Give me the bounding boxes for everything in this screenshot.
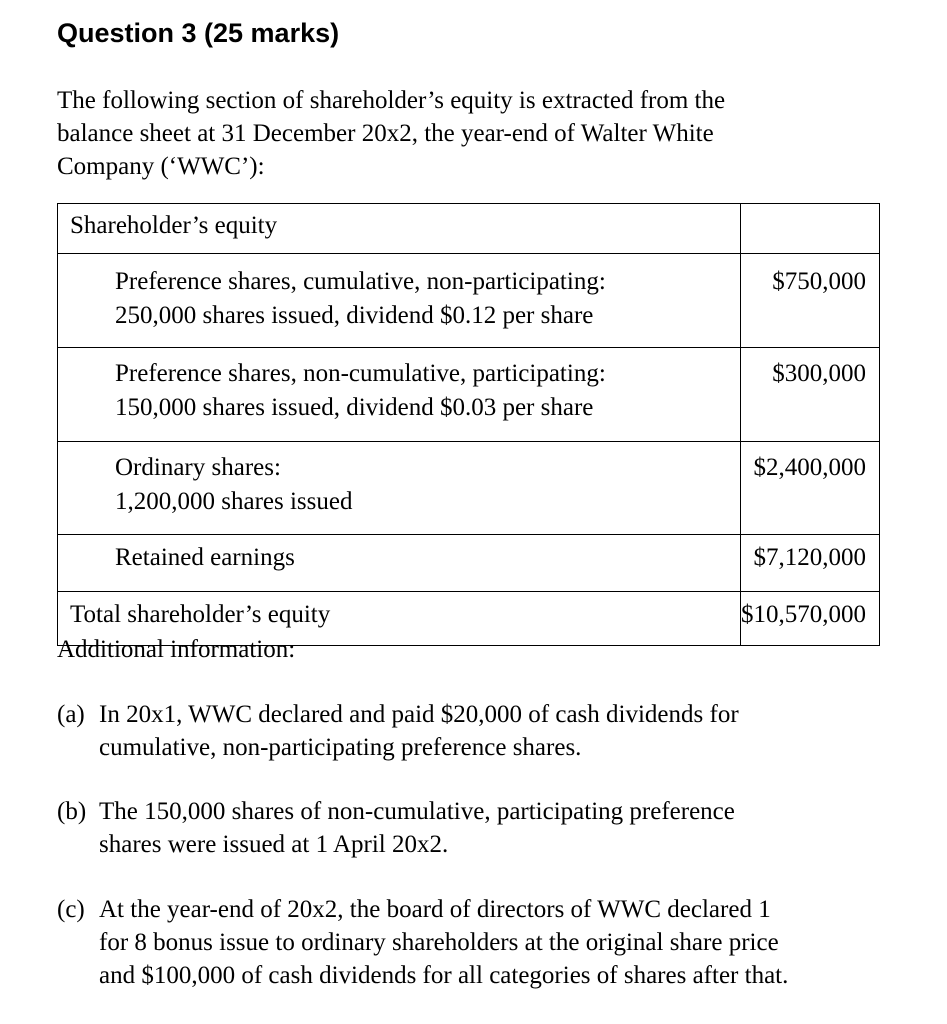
intro-line: Company (‘WWC’): (57, 153, 265, 180)
row-amount-value: $750,000 (772, 268, 866, 295)
table-header-label: Shareholder’s equity (58, 204, 741, 254)
table-row (58, 442, 880, 535)
table-row (58, 348, 880, 442)
note-line: cumulative, non-participating preference shares. (99, 734, 582, 761)
total-label-text: Total shareholder’s equity (70, 601, 331, 628)
additional-info-title: Additional information: (57, 636, 296, 663)
note-marker: (b) (57, 798, 87, 825)
row-line: Retained earnings (115, 544, 295, 571)
note-c (57, 893, 897, 992)
note-line: shares were issued at 1 April 20x2. (99, 831, 449, 858)
note-line: In 20x1, WWC declared and paid $20,000 of cash dividends for (99, 701, 739, 728)
note-b (57, 795, 897, 861)
note-text (99, 893, 897, 992)
row-line: Ordinary shares: (115, 454, 281, 481)
note-marker: (c) (57, 896, 85, 923)
table-row (58, 535, 880, 592)
row-amount (741, 348, 880, 442)
table-header-amount-cell (741, 204, 880, 254)
note-text (99, 795, 897, 861)
equity-table (57, 203, 880, 646)
intro-paragraph (57, 84, 857, 183)
question-heading: Question 3 (25 marks) (57, 18, 340, 48)
total-amount-value: $10,570,000 (741, 601, 866, 628)
row-line: Preference shares, cumulative, non-participating: (115, 268, 606, 295)
note-line: At the year-end of 20x2, the board of directors of WWC declared 1 (99, 896, 771, 923)
row-description (58, 254, 741, 348)
table-row (58, 254, 880, 348)
row-line: 150,000 shares issued, dividend $0.03 per share (115, 394, 594, 421)
table-header-row (58, 204, 880, 254)
row-description (58, 348, 741, 442)
row-amount-value: $7,120,000 (753, 544, 866, 571)
note-a (57, 698, 897, 764)
row-amount (741, 535, 880, 592)
note-line: for 8 bonus issue to ordinary shareholders at the original share price (99, 929, 779, 956)
row-line: 250,000 shares issued, dividend $0.12 per share (115, 302, 594, 329)
note-text (99, 698, 897, 764)
row-amount (741, 254, 880, 348)
note-line: and $100,000 of cash dividends for all categories of shares after that. (99, 962, 789, 989)
row-line: 1,200,000 shares issued (115, 488, 353, 515)
row-description (58, 535, 741, 592)
note-marker: (a) (57, 701, 85, 728)
intro-line: The following section of shareholder’s equity is extracted from the (57, 87, 726, 114)
intro-line: balance sheet at 31 December 20x2, the year-end of Walter White (57, 120, 714, 147)
row-amount (741, 442, 880, 535)
note-line: The 150,000 shares of non-cumulative, participating preference (99, 798, 735, 825)
row-line: Preference shares, non-cumulative, participating: (115, 360, 606, 387)
total-amount (741, 592, 880, 646)
row-amount-value: $2,400,000 (753, 454, 866, 481)
row-description (58, 442, 741, 535)
row-amount-value: $300,000 (772, 360, 866, 387)
